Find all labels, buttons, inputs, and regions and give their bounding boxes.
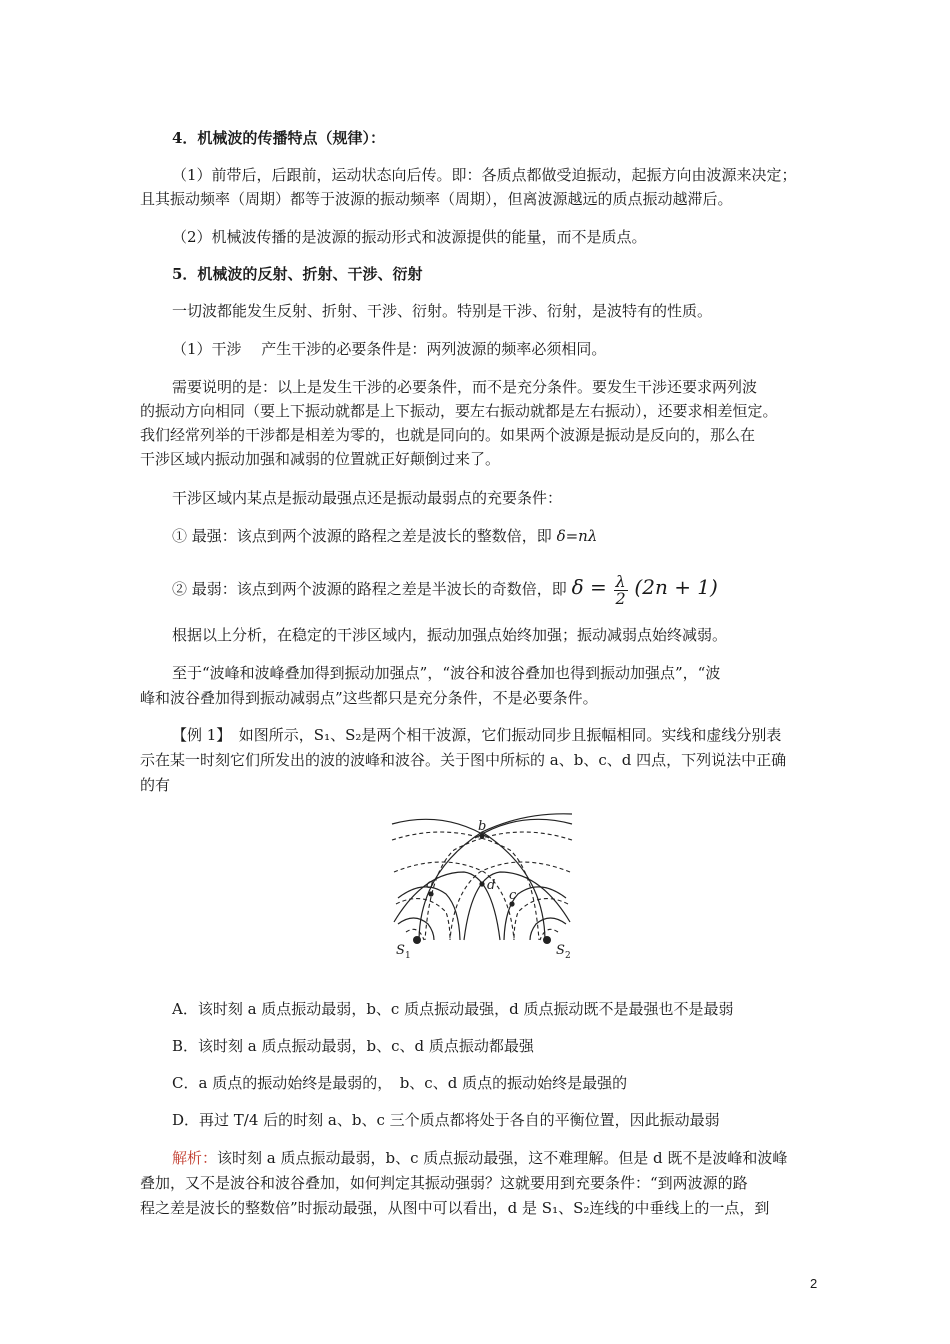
section-5-intro: 一切波都能发生反射、折射、干涉、衍射。特别是干涉、衍射，是波特有的性质。 (172, 302, 713, 320)
note-line-2: 的振动方向相同（要上下振动就都是上下振动，要左右振动就都是左右振动），还要求相差恒定。 (140, 402, 778, 420)
trough-arc-s2-large (425, 832, 572, 940)
option-b: B．该时刻 a 质点振动最弱，b、c、d 质点振动都最强 (172, 1037, 534, 1055)
note-line-3: 我们经常列举的干涉都是相差为零的，也就是同向的。如果两个波源是振动是反向的，那么在 (140, 426, 756, 444)
weakest-formula-lhs: δ = (571, 575, 607, 599)
page-number: 2 (810, 1276, 818, 1291)
fraction-numerator: λ (615, 571, 626, 591)
option-d: D．再过 T/4 后的时刻 a、b、c 三个质点都将处于各自的平衡位置，因此振动最弱 (172, 1111, 720, 1129)
strongest-text: ① 最强：该点到两个波源的路程之差是波长的整数倍，即 (172, 527, 552, 545)
example-line-2: 示在某一时刻它们所发出的波的波峰和波谷。关于图中所标的 a、b、c、d 四点，下列说法中正确 (140, 751, 787, 769)
source-s2 (543, 936, 551, 944)
point-b (479, 833, 484, 838)
trough-arc-s1-small (396, 899, 450, 940)
strongest-condition (172, 526, 862, 546)
section-4-point-1-cont: 且其振动频率（周期）都等于波源的振动频率（周期），但离波源越远的质点振动越滞后。 (140, 190, 733, 208)
label-a: a (426, 877, 434, 892)
solution-line-1 (172, 1148, 862, 1168)
example-line-3: 的有 (140, 776, 171, 794)
sufficient-line-2: 峰和波谷叠加得到振动减弱点”这些都只是充分条件，不是必要条件。 (140, 689, 598, 707)
trough-arc-s2-small (514, 899, 568, 940)
label-d: d (487, 878, 496, 893)
point-a (428, 891, 433, 896)
point-d (479, 881, 484, 886)
trough-arc-s1-mid (394, 862, 514, 940)
section-4-point-1: （1）前带后，后跟前，运动状态向后传。即：各质点都做受迫振动，起振方向由波源来决定； (172, 166, 797, 184)
trough-arc-s1-large (392, 832, 539, 940)
note-line-4: 干涉区域内振动加强和减弱的位置就正好颠倒过来了。 (140, 450, 501, 468)
section-4-heading: 4．机械波的传播特点（规律）： (172, 129, 385, 147)
interference-diagram (384, 812, 580, 964)
label-s2-sub: 2 (565, 951, 571, 961)
weakest-formula-rhs: (2n + 1) (634, 575, 718, 599)
solution-line-3: 程之差是波长的整数倍”时振动最强，从图中可以看出，d 是 S₁、S₂连线的中垂线上的一点，到 (140, 1199, 770, 1217)
crest-arc-s1-mid (394, 872, 500, 940)
strongest-formula: δ=nλ (556, 527, 598, 545)
fraction-denominator: 2 (615, 588, 626, 608)
example-line-1: 【例 1】 如图所示，S₁、S₂是两个相干波源，它们振动同步且振幅相同。实线和虚线分别表 (172, 726, 782, 744)
option-c: C．a 质点的振动始终是最弱的， b、c、d 质点的振动始终是最强的 (172, 1074, 628, 1092)
interference-condition: （1）干涉 产生干涉的必要条件是：两列波源的频率必须相同。 (172, 340, 607, 358)
option-a: A．该时刻 a 质点振动最弱，b、c 质点振动最强，d 质点振动既不是最强也不是最弱 (172, 1000, 734, 1018)
crest-arc-s2-outer (392, 819, 489, 838)
label-c: c (509, 888, 517, 903)
label-s1-sub: 1 (405, 951, 411, 961)
condition-intro: 干涉区域内某点是振动最强点还是振动最弱点的充要条件： (172, 489, 563, 507)
crest-arc-s1-large (419, 814, 572, 940)
label-b: b (478, 819, 487, 834)
sufficient-line-1: 至于“波峰和波峰叠加得到振动加强点”，“波谷和波谷叠加也得到振动加强点”，“波 (172, 664, 721, 682)
solution-text-1: 该时刻 a 质点振动最弱，b、c 质点振动最强，这不难理解。但是 d 既不是波峰和波峰 (217, 1149, 788, 1167)
note-line-1: 需要说明的是：以上是发生干涉的必要条件，而不是充分条件。要发生干涉还要求两列波 (172, 378, 758, 396)
crest-arc-s2-mid (464, 872, 570, 940)
weakest-formula-fraction (614, 571, 628, 608)
weakest-condition (172, 572, 862, 607)
label-s2: S (556, 943, 565, 958)
section-4-point-2: （2）机械波传播的是波源的振动形式和波源提供的能量，而不是质点。 (172, 228, 647, 246)
source-s1 (413, 936, 421, 944)
label-s1: S (396, 943, 405, 958)
weakest-text: ② 最弱：该点到两个波源的路程之差是半波长的奇数倍，即 (172, 580, 567, 598)
section-5-heading: 5．机械波的反射、折射、干涉、衍射 (172, 265, 423, 283)
solution-label: 解析： (172, 1149, 218, 1167)
analysis-text: 根据以上分析，在稳定的干涉区域内，振动加强点始终加强；振动减弱点始终减弱。 (172, 626, 728, 644)
solution-line-2: 叠加，又不是波谷和波谷叠加，如何判定其振动强弱？这就要用到充要条件：“到两波源的路 (140, 1174, 748, 1192)
